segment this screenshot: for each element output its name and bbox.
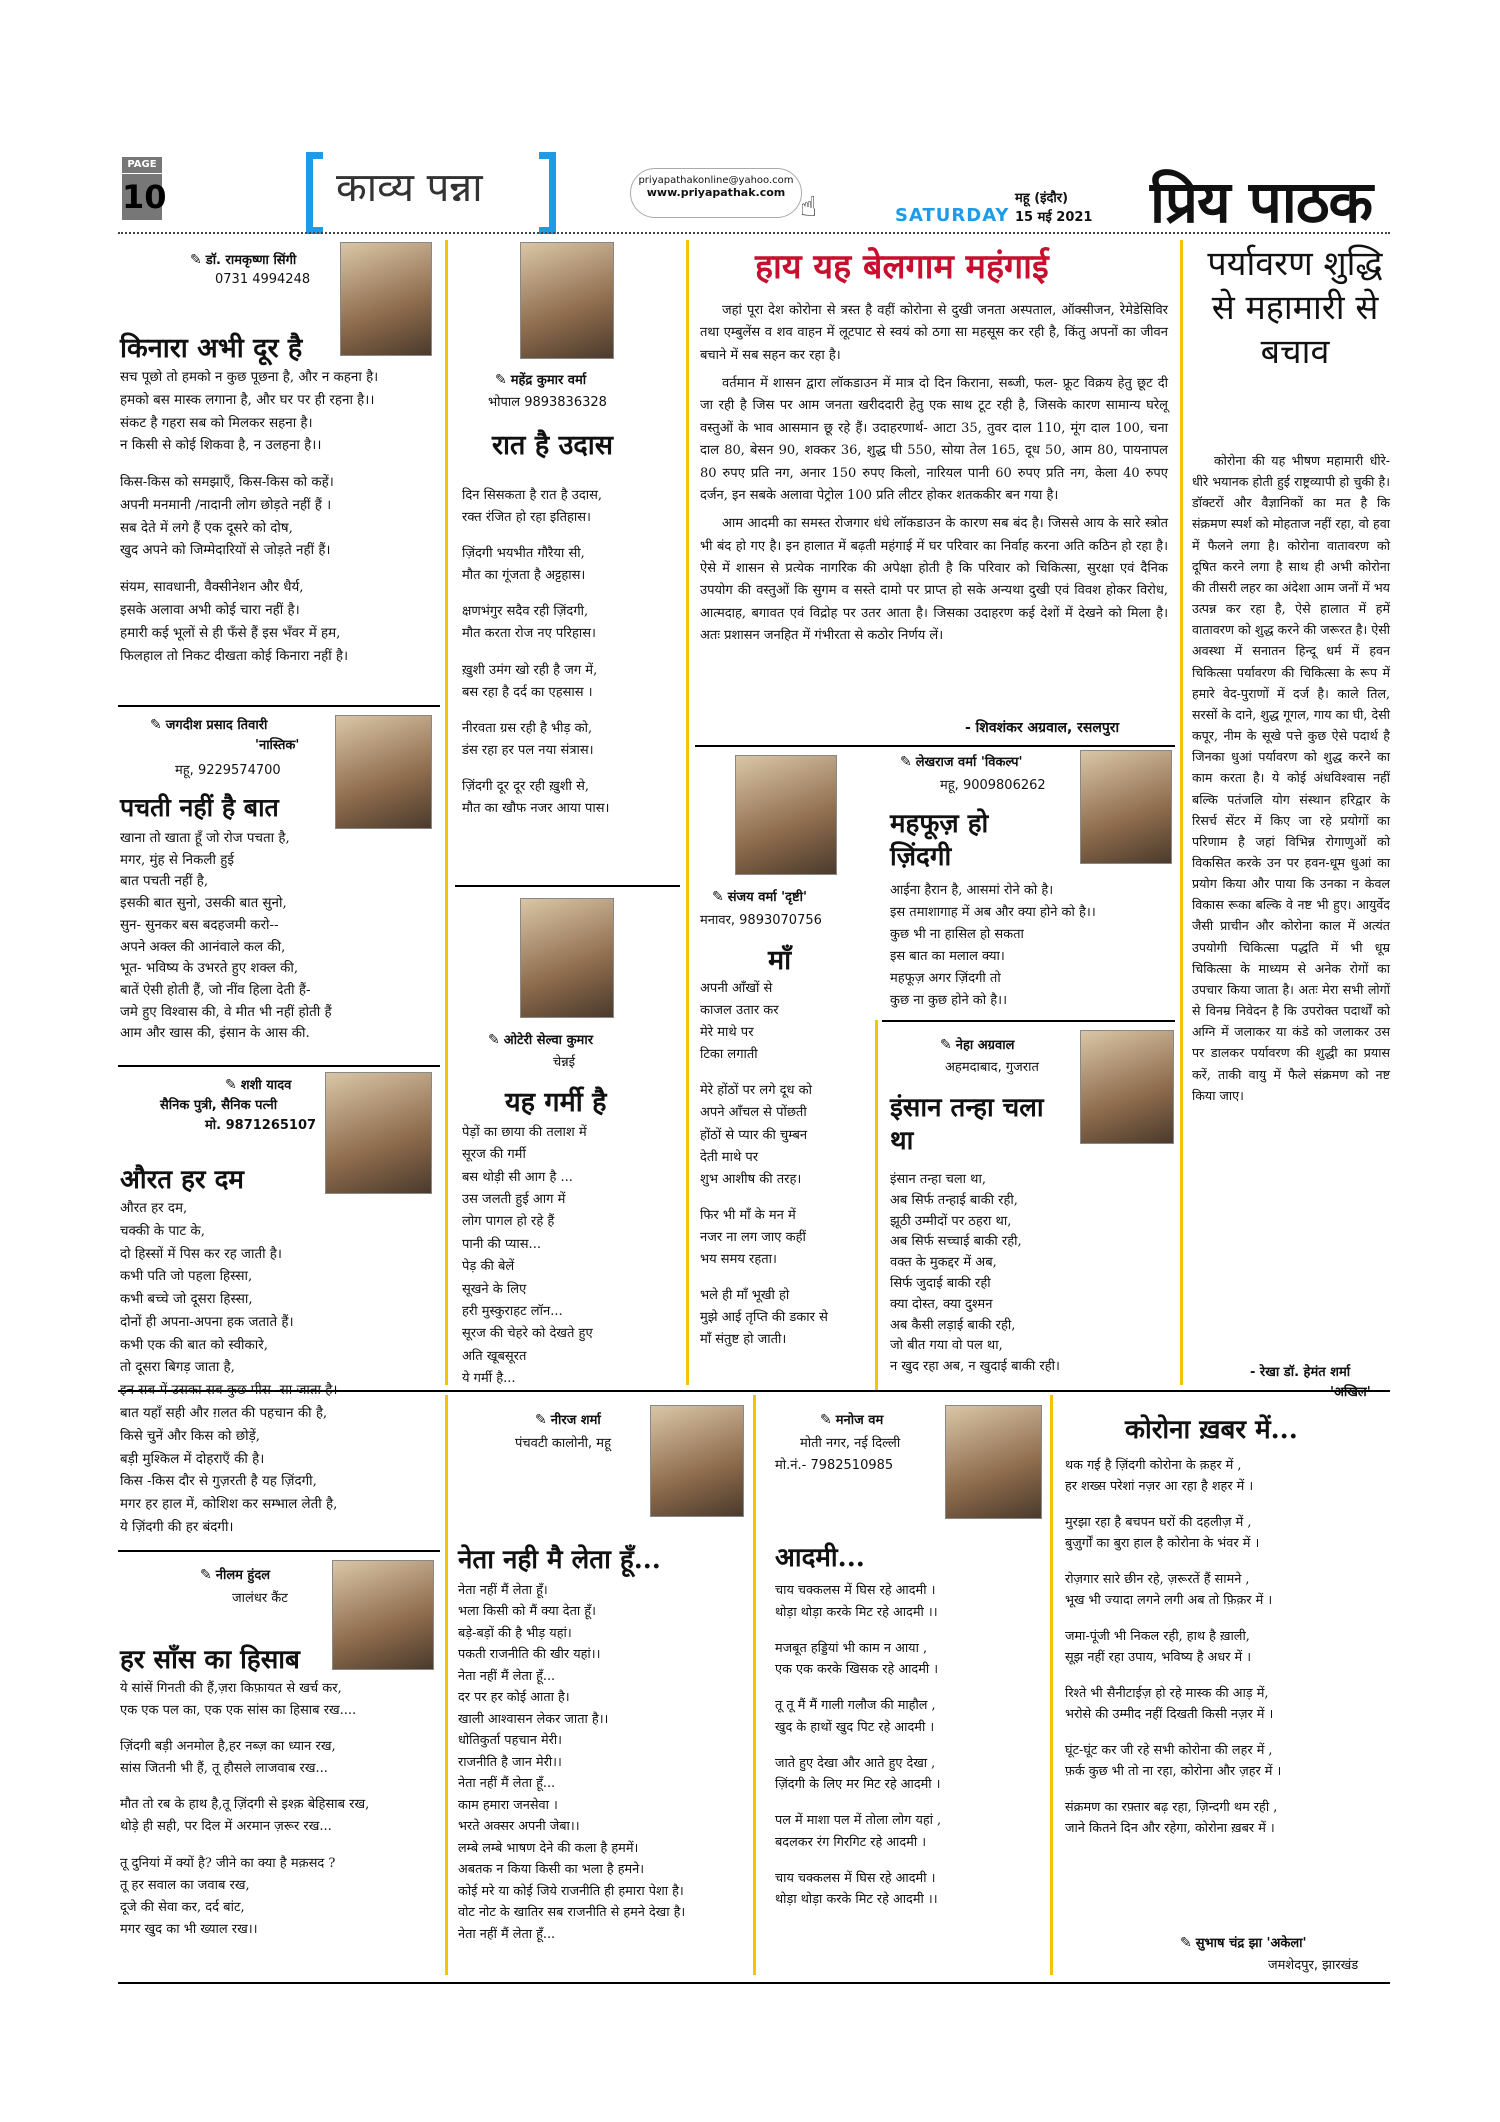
bottom-rule bbox=[118, 1982, 1390, 1984]
author-photo bbox=[335, 715, 432, 829]
article-mehangai: जहां पूरा देश कोरोना से त्रस्त है वहीं कोरोना से दुखी जनता अस्पताल, ऑक्सीजन, रेमेडेसिविर तथा एम्बुलेंस व शव वाहन में लूटपाट से स्वयं को ठगा सा महसूस कर रही है, किंतु अपनों का जीवन बचाने में सब सहन कर रहा है। वर्तमान में शासन द्वारा लॉकडाउन में मात्र दो दिन किराना, सब्जी, फल- फ्रूट विक्रय हेतु छूट दी जा रही है जिस पर आम जनता खरीददारी हेतु एक साथ टूट रही है, जिसके कारण सामान्य घरेलू वस्तुओं के भाव आसमान छू रहे हैं। उदाहरणार्थ- आटा 35, तुवर दाल 110, मूंग दाल 100, चना दाल 80, बेसन 90, शक्कर 36, शुद्ध घी 550, सोया तेल 165, दूध 50, आम 80, पायनापल 80 रुपए प्रति नग, अनार 150 रुपए किलो, नारियल पानी 60 रुपए प्रति नग, केला 40 रुपए दर्जन, इन सबके अलावा पेट्रोल 100 प्रति लीटर होकर शतककीर बन गया है। आम आदमी का समस्त रोजगार धंधे लॉकडाउन के कारण सब बंद है। जिससे आय के सारे स्त्रोत भी बंद हो गए है। इन हालात में बढ़ती महंगाई में घर परिवार का निर्वाह करना अति कठिन हो रहा है। ऐसे में शासन से प्रत्येक नागरिक की अपेक्षा होती है कि परिवार को चिकित्सा, सुरक्षा एवं दैनिक उपयोग की वस्तुओं कि सुगम व सस्ते दामो पर प्राप्त हो सके अन्यथा दुखी एवं विवश होकर विरोध, आत्मदाह, बगावत एवं विद्रोह पर उतर आता है। जिसका उदाहरण कई देशों में देखने को मिला है। अतः प्रशासन जनहित में गंभीरता से कठोर निर्णय लें। bbox=[700, 303, 1168, 644]
byline-kinara: ✎ डॉ. रामकृष्णा सिंगी bbox=[190, 252, 297, 268]
phone-kinara: 0731 4994248 bbox=[215, 272, 311, 287]
pen-icon: ✎ bbox=[820, 1412, 832, 1428]
author-photo bbox=[520, 242, 614, 359]
title-kinara: किनारा अभी दूर है bbox=[120, 333, 303, 364]
place-raat: भोपाल 9893836328 bbox=[488, 395, 607, 410]
place-mahfooz: महू, 9009806262 bbox=[940, 778, 1046, 793]
byline-neta: ✎ नीरज शर्मा bbox=[535, 1412, 601, 1428]
byline-aurat: ✎ शशी यादव bbox=[225, 1077, 292, 1093]
poem-insan: इंसान तन्हा चला था, अब सिर्फ तन्हाई बाकी रही, झूठी उम्मीदों पर ठहरा था, अब सिर्फ सच्चाई बाकी रही, वक्त के मुकद्दर में अब, सिर्फ जुदाई बाकी रही क्या दोस्त, क्या दुश्मन अब कैसी लड़ाई बाकी रही, जो बीत गया वो पल था, न खुद रहा अब, न खुदाई बाकी रही। bbox=[890, 1172, 1060, 1375]
poem-aurat: औरत हर दम, चक्की के पाट के, दो हिस्सों में पिस कर रह जाती है। कभी पति जो पहला हिस्सा, कभी बच्चे जो दूसरा हिस्सा, दोनों ही अपना-अपना हक जताते हैं। कभी एक की बात को स्वीकारे, तो दूसरा बिगड़ जाता है, इन सब में उसका सब कुछ पीस- सा जाता है। बात यहाँ सही और ग़लत की पहचान की है, किसे चुनें और किस को छोड़ें, बड़ी मुश्किल में दोहराएँ की है। किस -किस दौर से गुज़रती है यह ज़िंदगी, मगर हर हाल में, कोशिश कर सम्भाल लेती है, ये ज़िंदगी की हर बंदगी। bbox=[120, 1201, 338, 1535]
byline-pachti: ✎ जगदीश प्रसाद तिवारी bbox=[150, 717, 268, 733]
title-insan: इंसान तन्हा चला था bbox=[890, 1093, 1044, 1156]
place-hisab: जालंधर कैंट bbox=[232, 1591, 288, 1606]
header-divider bbox=[118, 232, 1390, 234]
page-label: PAGE bbox=[122, 157, 162, 173]
column-rule bbox=[1050, 1395, 1053, 1975]
poem-maa: अपनी आँखों से काजल उतार कर मेरे माथे पर टिका लगाती मेरे होंठों पर लगे दूध को अपने आँचल से पोंछती होंठों से प्यार की चुम्बन देती माथे पर शुभ आशीष की तरह। फिर भी माँ के मन में नजर ना लग जाए कहीं भय समय रहता। भले ही माँ भूखी हो मुझे आई तृप्ति की डकार से माँ संतुष्ट हो जाती। bbox=[700, 981, 828, 1348]
place-pachti: महू, 9229574700 bbox=[175, 763, 281, 778]
title-neta: नेता नही मै लेता हूँ... bbox=[458, 1545, 661, 1575]
column-rule bbox=[445, 240, 448, 1385]
article-paryavaran: कोरोना की यह भीषण महामारी धीरे-धीरे भयानक होती हुई राष्ट्रव्यापी हो चुकी है। डॉक्टरों और वैज्ञानिकों का मत है कि संक्रमण स्पर्श को मोहताज नहीं रहा, वो हवा में फैलने लगा है। कोरोना वातावरण को दूषित करने लगा है साथ ही अभी कोरोना की तीसरी लहर का अंदेशा आम जनों में भय उत्पन्न कर रहा है, ऐसे हालात में हमें वातावरण को शुद्ध करने की जरूरत है। ऐसी अवस्था में सनातन हिन्दू धर्म में हवन चिकित्सा पर्यावरण की चिकित्सा के रूप में हमारे वेद-पुराणों में दर्ज है। काले तिल, सरसों के दाने, शुद्ध गूगल, गाय का घी, देसी कपूर, नीम के सूखे पत्ते कुछ ऐसे पदार्थ है जिनका धुआं पर्यावरण को शुद्ध करने का काम करता है। ये कोई अंधविश्वास नहीं बल्कि पतंजलि योग संस्थान हरिद्वार के रिसर्च सेंटर में किए जा रहे प्रयोगों का परिणाम है जहां विभिन्न रोगाणुओं को विकसित करके उन पर हवन-धूम धुआं का प्रयोग किया और पाया कि उनका न केवल विकास रूका बल्कि वे नष्ट भी हुए। आयुर्वेद जैसी प्राचीन और कोरोना काल में अत्यंत उपयोगी चिकित्सा पद्धति में भी धूम्र चिकित्सा के माध्यम से अनेक रोगों का उपचार किया जाता है। अतः मेरा सभी लोगों से विनम्र निवेदन है कि उपरोक्त पदार्थों को अग्नि में जलाकर या कंडे को जलाकर उस पर डालकर पर्यावरण की शुद्धी का प्रयास करें, ताकी वायु में फैले संक्रमण को नष्ट किया जाए। bbox=[1192, 453, 1390, 1103]
title-raat: रात है उदास bbox=[492, 430, 613, 461]
title-hisab: हर साँस का हिसाब bbox=[120, 1645, 300, 1675]
pen-icon: ✎ bbox=[488, 1032, 500, 1048]
place-maa: मनावर, 9893070756 bbox=[700, 913, 822, 928]
author-photo bbox=[1080, 750, 1172, 864]
author-paryavaran: - रेखा डॉ. हेमंत शर्मा bbox=[1250, 1365, 1351, 1380]
divider bbox=[118, 705, 440, 707]
author-photo bbox=[1080, 1030, 1174, 1144]
page-number: 10 bbox=[122, 174, 162, 220]
poem-kinara: सच पूछो तो हमको न कुछ पूछना है, और न कहना है। हमको बस मास्क लगाना है, और घर पर ही रहना है।। संकट है गहरा सब को मिलकर सहना है। न किसी से कोई शिकवा है, न उलहना है।। किस-किस को समझाएँ, किस-किस को कहें। अपनी मनमानी /नादानी लोग छोड़ते नहीं हैं । सब देते में लगे हैं एक दूसरे को दोष, खुद अपने को जिम्मेदारियों से जोड़ते नहीं हैं। संयम, सावधानी, वैक्सीनेशन और धैर्य, इसके अलावा अभी कोई चारा नहीं है। हमारी कई भूलों से ही फँसे हैं इस भँवर में हम, फिलहाल तो निकट दीखता कोई किनारा नहीं है। bbox=[120, 370, 379, 664]
left-bracket bbox=[306, 152, 323, 234]
poem-mahfooz: आईना हैरान है, आसमां रोने को है। इस तमाशागाह में अब और क्या होने को है।। कुछ भी ना हासिल हो सकता इस बात का मलाल क्या। महफूज़ अगर ज़िंदगी तो कुछ ना कुछ होने को है।। bbox=[890, 883, 1096, 1009]
author-photo bbox=[735, 755, 837, 875]
place-insan: अहमदाबाद, गुजरात bbox=[945, 1060, 1039, 1075]
poem-aadmi: चाय चक्कलस में घिस रहे आदमी । थोड़ा थोड़ा करके मिट रहे आदमी ।। मजबूत हड्डियां भी काम न आया , एक एक करके खिसक रहे आदमी । तू तू मैं मैं गाली गलौज की माहौल , खुद के हाथों खुद पिट रहे आदमी । जाते हुए देखा और आते हुए देखा , ज़िंदगी के लिए मर मिट रहे आदमी । पल में माशा पल में तोला लोग यहां , बदलकर रंग गिरगिट रहे आदमी । चाय चक्कलस में घिस रहे आदमी । थोड़ा थोड़ा करके मिट रहे आदमी ।। bbox=[775, 1583, 942, 1908]
place-label: महू (इंदौर) bbox=[1015, 191, 1069, 206]
line2-aurat: सैनिक पुत्री, सैनिक पत्नी bbox=[160, 1098, 278, 1113]
contact-box bbox=[630, 168, 802, 218]
pen-icon: ✎ bbox=[712, 889, 724, 905]
place-corona: जमशेदपुर, झारखंड bbox=[1268, 1958, 1359, 1973]
byline-aadmi: ✎ मनोज वम bbox=[820, 1412, 884, 1428]
pen-icon: ✎ bbox=[1180, 1935, 1192, 1951]
author-photo bbox=[332, 1560, 434, 1670]
poem-pachti: खाना तो खाता हूँ जो रोज पचता है, मगर, मुंह से निकली हुई बात पचती नहीं है, इसकी बात सुनो, उसकी बात सुनो, सुन- सुनकर बस बदहजमी करो-- अपने अक्ल की आनंवाले कल की, भूत- भविष्य के उभरते हुए शक्ल की, बातें ऐसी होती हैं, जो नींव हिला देती हैं- जमे हुए विश्वास की, वे मीत भी नहीं होती हैं आम और खास की, इंसान के आस की. bbox=[120, 831, 332, 1042]
author-mehangai: - शिवशंकर अग्रवाल, रसलपुरा bbox=[965, 720, 1120, 736]
pen-icon: ✎ bbox=[900, 754, 912, 770]
right-bracket bbox=[539, 152, 556, 234]
section-title-box bbox=[306, 152, 556, 224]
alias-pachti: 'नास्तिक' bbox=[255, 738, 300, 753]
pen-icon: ✎ bbox=[150, 717, 162, 733]
pen-icon: ✎ bbox=[940, 1037, 952, 1053]
title-corona: कोरोना ख़बर में... bbox=[1125, 1415, 1298, 1445]
poem-neta: नेता नहीं मैं लेता हूँ। भला किसी को मैं क्या देता हूँ। बड़े-बड़ों की है भीड़ यहां। पकती राजनीति की खीर यहां।। नेता नहीं मैं लेता हूँ... दर पर हर कोई आता है। खाली आश्वासन लेकर जाता है।। धोतिकुर्ता पहचान मेरी। राजनीति है जान मेरी।। नेता नहीं मैं लेता हूँ... काम हमारा जनसेवा । भरते अक्सर अपनी जेबा।। लम्बे लम्बे भाषण देने की कला है हममें। अबतक न किया किसी का भला है हमने। कोई मरे या कोई जिये राजनीति ही हमारा पेशा है। वोट नोट के खातिर सब राजनीति से हमने देखा है। नेता नहीं मैं लेता हूँ... bbox=[458, 1583, 686, 1942]
pen-icon: ✎ bbox=[190, 252, 202, 268]
headline-mehangai: हाय यह बेलगाम महंगाई bbox=[755, 247, 1049, 287]
byline-mahfooz: ✎ लेखराज वर्मा 'विकल्प' bbox=[900, 754, 1023, 770]
author-photo bbox=[945, 1405, 1042, 1519]
pen-icon: ✎ bbox=[225, 1077, 237, 1093]
masthead-logo: प्रिय पाठक bbox=[1150, 168, 1373, 236]
title-garmi: यह गर्मी है bbox=[505, 1087, 607, 1118]
section-title: काव्य पन्ना bbox=[336, 165, 483, 211]
column-rule bbox=[875, 1020, 878, 1390]
place-neta: पंचवटी कालोनी, महू bbox=[515, 1436, 611, 1451]
headline-paryavaran: पर्यावरण शुद्धि से महामारी से बचाव bbox=[1207, 244, 1383, 373]
date-label: 15 मई 2021 bbox=[1015, 210, 1093, 225]
title-mahfooz: महफूज़ हो ज़िंदगी bbox=[890, 809, 989, 872]
pointer-hand-icon: ☝ bbox=[800, 190, 818, 223]
divider bbox=[695, 745, 1175, 747]
place-garmi: चेन्नई bbox=[553, 1055, 576, 1070]
column-rule bbox=[753, 1395, 756, 1975]
divider bbox=[118, 1065, 440, 1067]
pen-icon: ✎ bbox=[535, 1412, 547, 1428]
poem-corona: थक गई है ज़िंदगी कोरोना के क़हर में , हर शख्स परेशां नज़र आ रहा है शहर में । मुरझा रहा है बचपन घरों की दहलीज़ में , बुज़ुर्गों का बुरा हाल है कोरोना के भंवर में । रोज़गार सारे छीन रहे, ज़रूरतें हैं सामने , भूख भी ज्यादा लगने लगी अब तो फ़िक़र में । जमा-पूंजी भी निकल रही, हाथ है ख़ाली, सूझ नहीं रहा उपाय, भविष्य है अधर में । रिश्ते भी सैनीटाईज़ हो रहे मास्क की आड़ में, भरोसे की उम्मीद नहीं दिखती किसी नज़र में । घूंट-घूंट कर जी रहे सभी कोरोना की लहर में , फ़र्क कुछ भी तो ना रहा, कोरोना और ज़हर में । संक्रमण का रफ़्तार बढ़ रहा, ज़िन्दगी थम रही , जाने कितने दिन और रहेगा, कोरोना ख़बर में । bbox=[1065, 1458, 1282, 1837]
alias-paryavaran: 'अखिल' bbox=[1330, 1385, 1371, 1400]
column-rule bbox=[686, 240, 689, 1385]
phone-aadmi: मो.नं.- 7982510985 bbox=[775, 1458, 894, 1473]
title-aadmi: आदमी... bbox=[775, 1543, 865, 1573]
poem-garmi: पेड़ों का छाया की तलाश में सूरज की गर्मी बस थोड़ी सी आग है ... उस जलती हुई आग में लोग पागल हो रहे हैं पानी की प्यास... पेड़ की बेलें सूखने के लिए हरी मुस्कुराहट लॉन... सूरज की चेहरे को देखते हुए अति खूबसूरत ये गर्मी है... bbox=[462, 1125, 593, 1386]
byline-insan: ✎ नेहा अग्रवाल bbox=[940, 1037, 1015, 1053]
byline-corona: ✎ सुभाष चंद्र झा 'अकेला' bbox=[1180, 1935, 1307, 1951]
pen-icon: ✎ bbox=[495, 372, 507, 388]
divider bbox=[455, 885, 680, 887]
pen-icon: ✎ bbox=[200, 1567, 212, 1583]
byline-garmi: ✎ ओटेरी सेल्वा कुमार bbox=[488, 1032, 594, 1048]
phone-aurat: मो. 9871265107 bbox=[205, 1118, 317, 1133]
website[interactable]: www.priyapathak.com bbox=[646, 186, 786, 199]
title-pachti: पचती नहीं है बात bbox=[120, 793, 279, 822]
title-maa: माँ bbox=[768, 945, 792, 976]
byline-raat: ✎ महेंद्र कुमार वर्मा bbox=[495, 372, 587, 388]
day-label: SATURDAY bbox=[895, 205, 1010, 226]
column-rule bbox=[1180, 240, 1183, 1385]
author-photo bbox=[340, 242, 432, 356]
poem-raat: दिन सिसकता है रात है उदास, रक्त रंजित हो रहा इतिहास। ज़िंदगी भयभीत गौरैया सी, मौत का गूंजता है अट्टहास। क्षणभंगुर सदैव रही ज़िंदगी, मौत करता रोज नए परिहास। ख़ुशी उमंग खो रही है जग में, बस रहा है दर्द का एहसास । नीरवता ग्रस रही है भीड़ को, डंस रहा हर पल नया संत्रास। ज़िंदगी दूर दूर रही ख़ुशी से, मौत का खौफ नजर आया पास। bbox=[462, 488, 610, 817]
place-aadmi: मोती नगर, नई दिल्ली bbox=[800, 1436, 901, 1451]
email[interactable]: priyapathakonline@yahoo.com bbox=[638, 175, 794, 186]
column-rule bbox=[445, 1395, 448, 1975]
author-photo bbox=[650, 1405, 744, 1517]
poem-hisab: ये सांसें गिनती की हैं,ज़रा किफ़ायत से खर्च कर, एक एक पल का, एक एक सांस का हिसाब रख.... ज़िंदगी बड़ी अनमोल है,हर नब्ज़ का ध्यान रख, सांस जितनी भी हैं, तू हौसले लाजवाब रख... मौत तो रब के हाथ है,तू ज़िंदगी से इश्क़ बेहिसाब रख, थोड़े ही सही, पर दिल में अरमान ज़रूर रख... तू दुनियां में क्यों है? जीने का क्या है मक़सद ? तू हर सवाल का जवाब रख, दूजे की सेवा कर, दर्द बांट, मगर खुद का भी ख्याल रख।। bbox=[120, 1681, 370, 1937]
author-photo bbox=[325, 1072, 432, 1194]
byline-maa: ✎ संजय वर्मा 'दृष्टी' bbox=[712, 889, 807, 905]
author-photo bbox=[520, 898, 614, 1018]
byline-hisab: ✎ नीलम हुंदल bbox=[200, 1567, 271, 1583]
title-aurat: औरत हर दम bbox=[120, 1165, 244, 1195]
